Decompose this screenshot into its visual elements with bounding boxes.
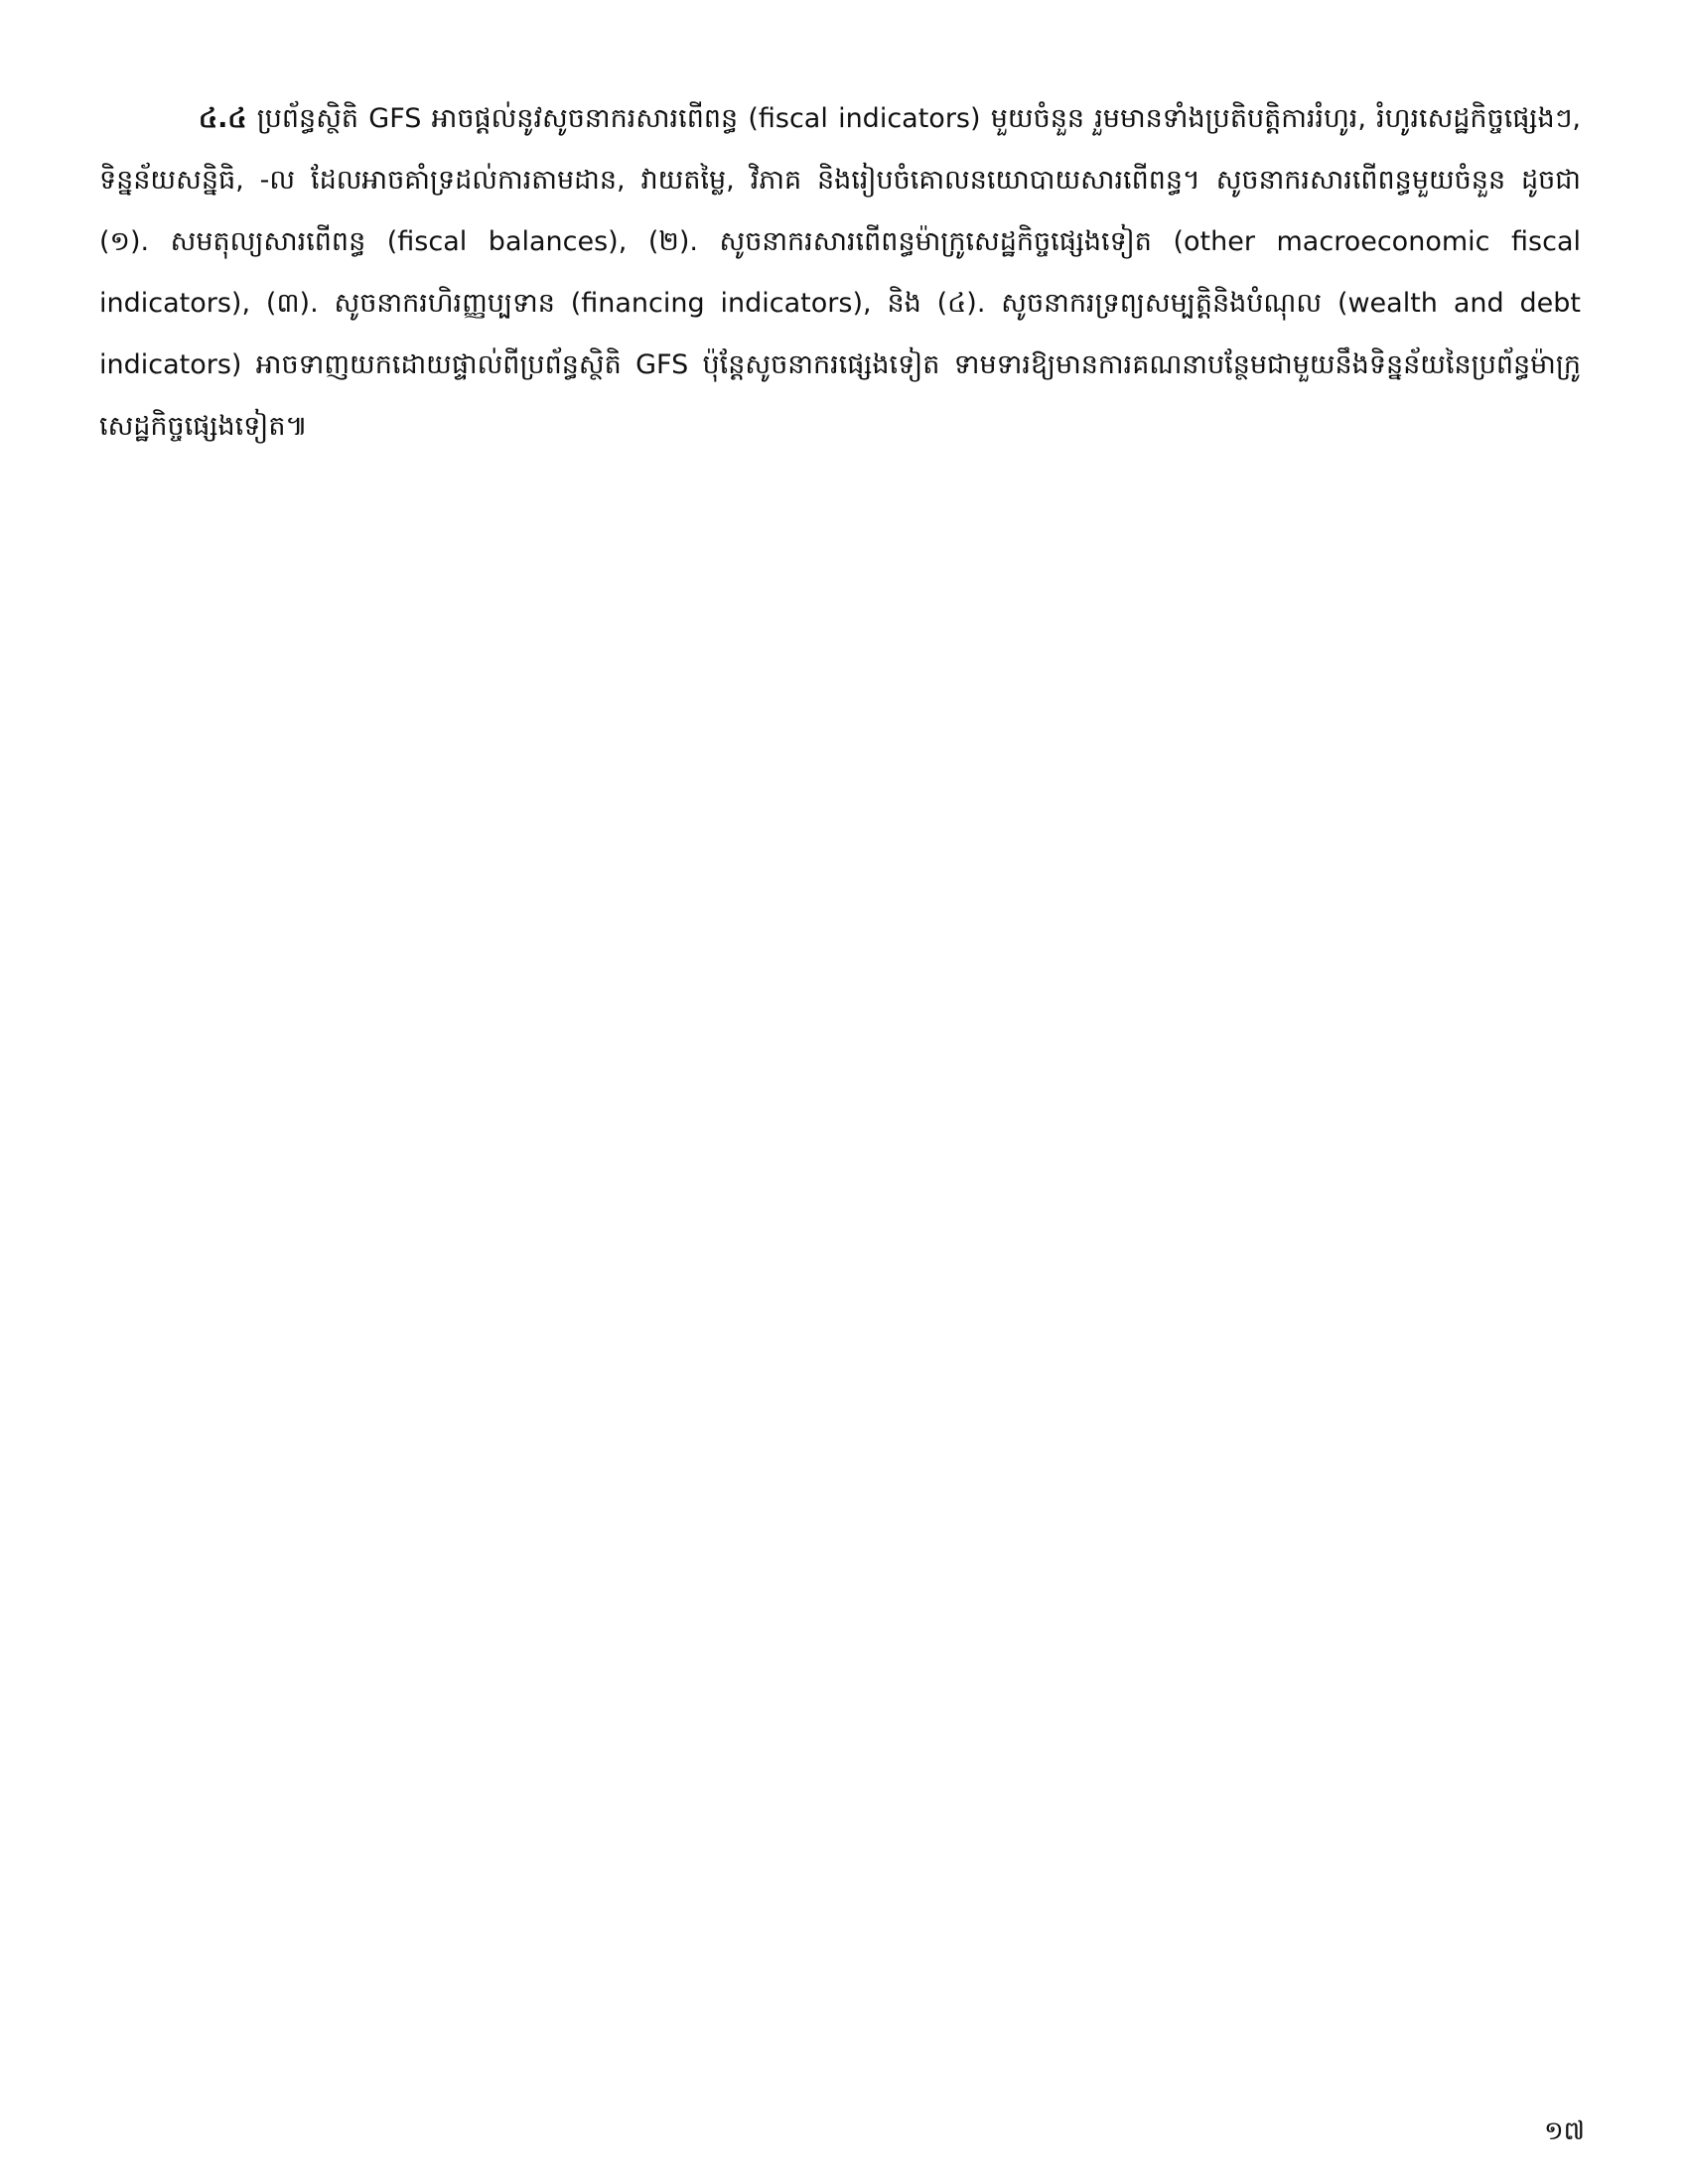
paragraph-text: ប្រព័ន្ធស្ថិតិ GFS អាចផ្តល់នូវសូចនាករសារពើពន្ធ (fiscal indicators) មួយចំនួន រួមមានទាំងប្រតិបត្តិការរំហូរ, រំហូរសេដ្ឋកិច្ចផ្សេងៗ, ទិន្នន័យសន្និធិ, ‑ល ដែលអាចគាំទ្រដល់ការតាមដាន, វាយតម្លៃ, វិភាគ និងរៀបចំគោលនយោបាយសារពើពន្ធ។ សូចនាករសារពើពន្ធមួយចំនួន ដូចជា (១). សមតុល្យសារពើពន្ធ (fiscal balances), (២). សូចនាករសារពើពន្ធម៉ាក្រូសេដ្ឋកិច្ចផ្សេងទៀត (other macroeconomic fiscal indicators), (៣). សូចនាករហិរញ្ញប្បទាន (financing indicators), និង (៤). សូចនាករទ្រព្យសម្បត្តិនិងបំណុល (wealth and debt indicators) អាចទាញយកដោយផ្ទាល់ពីប្រព័ន្ធស្ថិតិ GFS ប៉ុន្តែសូចនាករផ្សេងទៀត ទាមទារឱ្យមានការគណនាបន្ថែមជាមួយនឹងទិន្នន័យនៃប្រព័ន្ធម៉ាក្រូសេដ្ឋកិច្ចផ្សេងទៀត៕ [99, 103, 1581, 442]
paragraph-number: ៤.៤ [199, 103, 247, 134]
body-paragraph [99, 88, 1581, 458]
page-number: ១៧ [1543, 2116, 1585, 2146]
